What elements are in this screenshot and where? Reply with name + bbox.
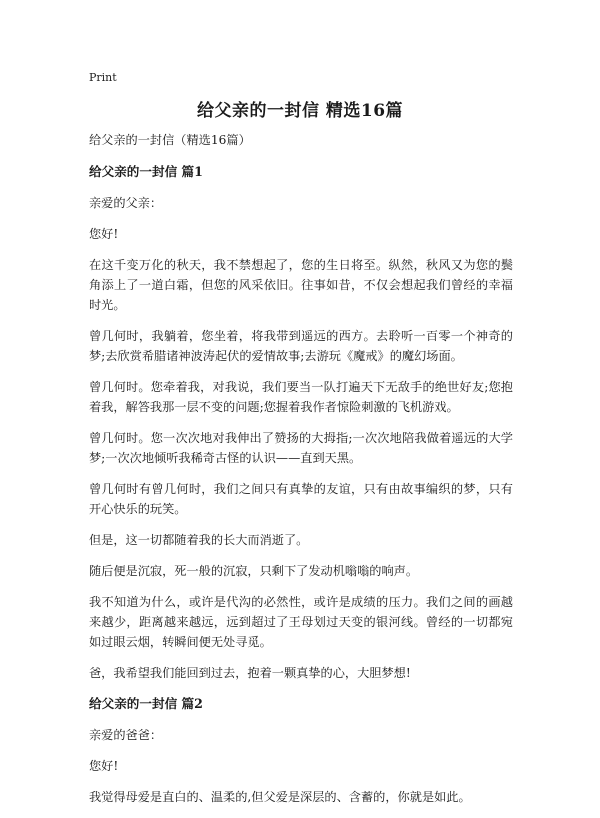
paragraph: 曾几何时有曾几何时，我们之间只有真挚的友谊，只有由故事编织的梦，只有开心快乐的玩笑。 [89, 482, 513, 516]
paragraph: 在这千变万化的秋天，我不禁想起了，您的生日将至。纵然，秋风又为您的鬓角添上了一道白霜，但您的风采依旧。往事如昔，不仅会想起我们曾经的幸福时光。 [89, 258, 513, 312]
paragraph: 我觉得母爱是直白的、温柔的,但父爱是深层的、含蓄的，你就是如此。 [89, 790, 471, 804]
document-body [89, 130, 513, 818]
paragraph: 但是，这一切都随着我的长大而消逝了。 [89, 533, 309, 547]
paragraph: 随后便是沉寂，死一般的沉寂，只剩下了发动机嗡嗡的响声。 [89, 564, 419, 578]
document-title: 给父亲的一封信 精选16篇 [196, 101, 404, 121]
section-heading-1: 给父亲的一封信 篇1 [89, 164, 203, 179]
paragraph: 曾几何时，我躺着，您坐着，将我带到遥远的西方。去聆听一百零一个神奇的梦;去欣赏希腊诸神波涛起伏的爱情故事;去游玩《魔戒》的魔幻场面。 [89, 329, 513, 363]
paragraph: 我不知道为什么，或许是代沟的必然性，或许是成绩的压力。我们之间的画越来越少，距离越来越远，远到超过了王母划过天变的银河线。曾经的一切都宛如过眼云烟，转瞬间便无处寻觅。 [89, 595, 513, 649]
paragraph: 曾几何时。您一次次地对我伸出了赞扬的大拇指;一次次地陪我做着遥远的大学梦;一次次地倾听我稀奇古怪的认识——直到天黑。 [89, 431, 513, 465]
section-heading-2: 给父亲的一封信 篇2 [89, 696, 203, 711]
paragraph: 爸，我希望我们能回到过去，抱着一颗真挚的心，大胆梦想! [89, 666, 411, 680]
document-subtitle: 给父亲的一封信（精选16篇） [89, 133, 251, 147]
print-label: Print [89, 71, 117, 84]
paragraph: 您好! [89, 227, 119, 241]
paragraph: 亲爱的父亲： [89, 196, 163, 210]
paragraph: 亲爱的爸爸： [89, 728, 163, 742]
paragraph: 曾几何时。您牵着我，对我说，我们要当一队打遍天下无敌手的绝世好友;您抱着我，解答我那一层不变的问题;您握着我作者惊险刺激的飞机游戏。 [89, 380, 513, 414]
paragraph: 您好! [89, 759, 119, 773]
